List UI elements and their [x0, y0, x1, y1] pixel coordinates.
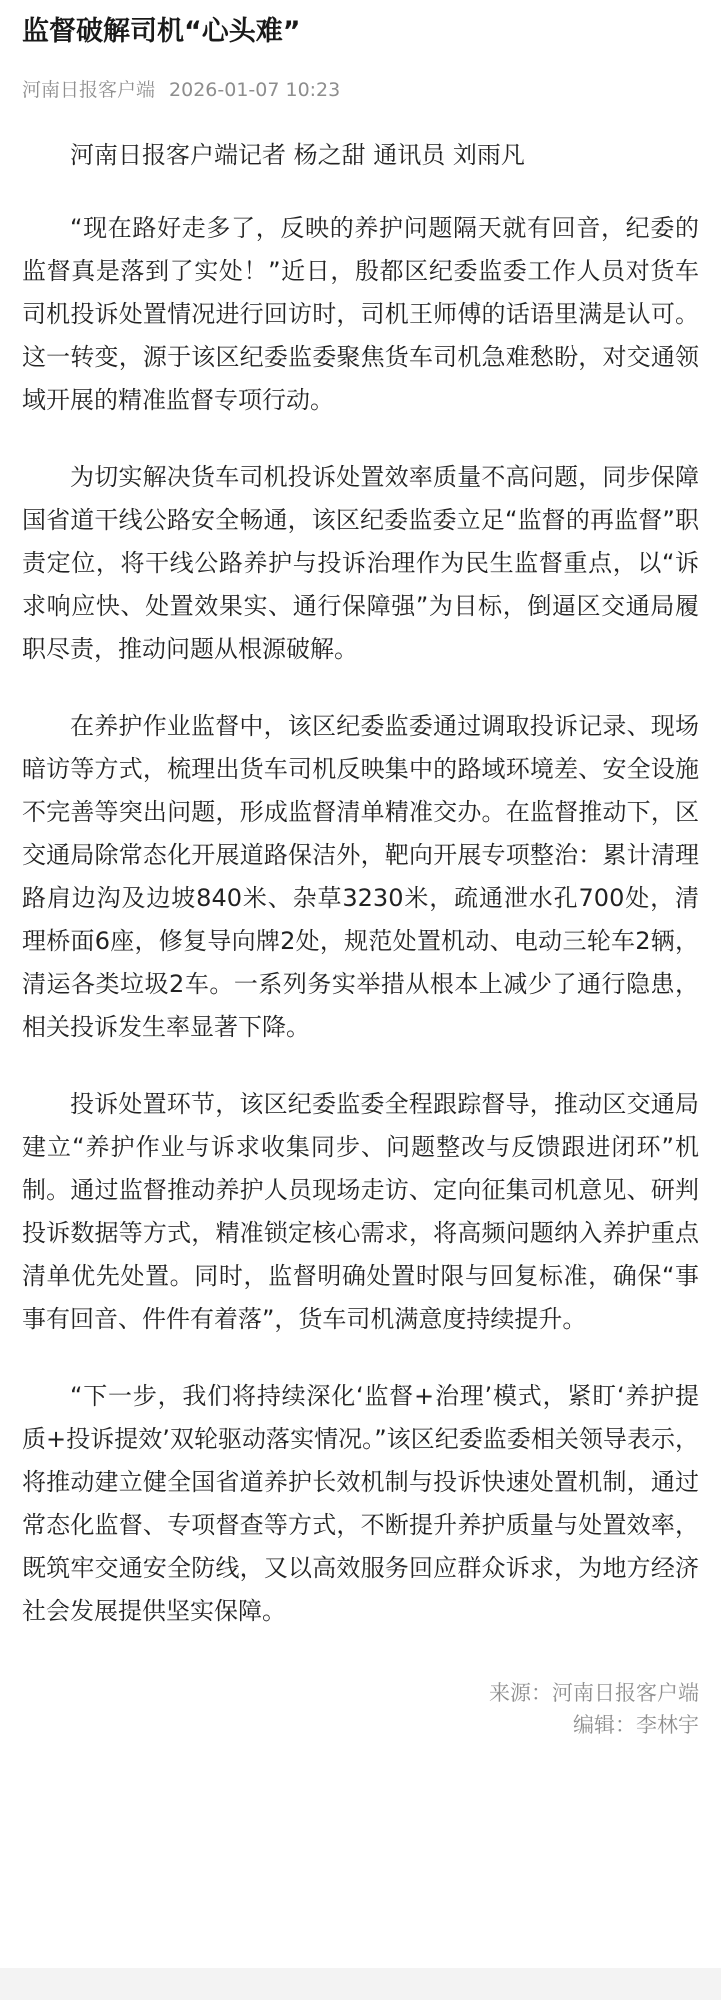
source-label: 来源：河南日报客户端	[489, 1681, 699, 1705]
paragraph-1: “现在路好走多了，反映的养护问题隔天就有回音，纪委的监督真是落到了实处！”近日，殷都区纪委监委工作人员对货车司机投诉处置情况进行回访时，司机王师傅的话语里满是认可。这一转变，源于该区纪委监委聚焦货车司机急难愁盼，对交通领域开展的精准监督专项行动。	[22, 214, 699, 414]
paragraph-4: 投诉处置环节，该区纪委监委全程跟踪督导，推动区交通局建立“养护作业与诉求收集同步、问题整改与反馈跟进闭环”机制。通过监督推动养护人员现场走访、定向征集司机意见、研判投诉数据等方式，精准锁定核心需求，将高频问题纳入养护重点清单优先处置。同时，监督明确处置时限与回复标准，确保“事事有回音、件件有着落”，货车司机满意度持续提升。	[22, 1090, 699, 1333]
paragraph-3: 在养护作业监督中，该区纪委监委通过调取投诉记录、现场暗访等方式，梳理出货车司机反映集中的路域环境差、安全设施不完善等突出问题，形成监督清单精准交办。在监督推动下，区交通局除常态化开展道路保洁外，靶向开展专项整治：累计清理路肩边沟及边坡840米、杂草3230米，疏通泄水孔700处，清理桥面6座，修复导向牌2处，规范处置机动、电动三轮车2辆，清运各类垃圾2车。一系列务实举措从根本上减少了通行隐患，相关投诉发生率显著下降。	[22, 712, 699, 1041]
editor-label: 编辑：李林宇	[573, 1713, 699, 1737]
article-body	[22, 134, 699, 1633]
article-footer	[22, 1677, 699, 1741]
article-title: 监督破解司机“心头难”	[22, 16, 301, 47]
paragraph-2: 为切实解决货车司机投诉处置效率质量不高问题，同步保障国省道干线公路安全畅通，该区纪委监委立足“监督的再监督”职责定位，将干线公路养护与投诉治理作为民生监督重点，以“诉求响应快、处置效果实、通行保障强”为目标，倒逼区交通局履职尽责，推动问题从根源破解。	[22, 463, 699, 663]
paragraph-5: “下一步，我们将持续深化‘监督+治理’模式，紧盯‘养护提质+投诉提效’双轮驱动落实情况。”该区纪委监委相关领导表示，将推动建立健全国省道养护长效机制与投诉快速处置机制，通过常态化监督、专项督查等方式，不断提升养护质量与处置效率，既筑牢交通安全防线，又以高效服务回应群众诉求，为地方经济社会发展提供坚实保障。	[22, 1382, 699, 1625]
article-meta	[22, 76, 699, 104]
bottom-divider-bar	[0, 1968, 721, 2000]
source-name[interactable]: 河南日报客户端	[22, 79, 156, 101]
publish-datetime: 2026-01-07 10:23	[169, 79, 341, 101]
byline: 河南日报客户端记者 杨之甜 通讯员 刘雨凡	[70, 141, 525, 169]
